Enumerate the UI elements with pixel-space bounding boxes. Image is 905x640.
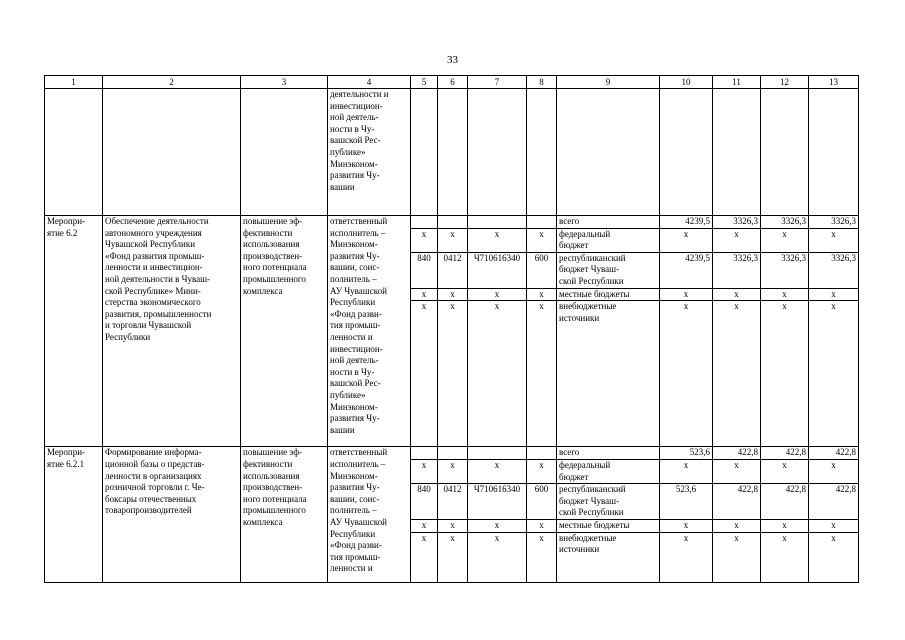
funding-source: всего: [557, 216, 660, 229]
value-cell: 4239,5: [660, 216, 713, 229]
code-vr: x: [527, 459, 557, 483]
code-rzpr: x: [438, 228, 468, 252]
header-cell: 5: [411, 76, 438, 89]
code-csr: Ч710616340: [468, 484, 527, 520]
code-vr: x: [527, 228, 557, 252]
value-cell: 422,8: [809, 447, 859, 460]
code-vr: x: [527, 288, 557, 301]
code-csr: x: [468, 228, 527, 252]
value-cell: 3326,3: [713, 216, 761, 229]
value-cell: x: [761, 228, 809, 252]
value-cell: x: [713, 288, 761, 301]
value-cell: x: [713, 459, 761, 483]
value-cell: x: [713, 520, 761, 533]
value-cell: x: [660, 459, 713, 483]
code-vr: x: [527, 301, 557, 447]
value-cell: x: [809, 532, 859, 582]
measure-number: Меропри- ятие 6.2.1: [45, 447, 103, 582]
code-rzpr: 0412: [438, 252, 468, 288]
value-cell: x: [660, 301, 713, 447]
code-csr: Ч710616340: [468, 252, 527, 288]
code-grbs: 840: [411, 252, 438, 288]
value-cell: 3326,3: [809, 252, 859, 288]
header-cell: 11: [713, 76, 761, 89]
value-cell: 3326,3: [761, 252, 809, 288]
code-rzpr: 0412: [438, 484, 468, 520]
code-grbs: x: [411, 459, 438, 483]
value-cell: 3326,3: [713, 252, 761, 288]
header-cell: 2: [103, 76, 241, 89]
measure-name: Формирование информа- ционной базы о представ- ленности в организациях розничной торговли г. Че- боксары отечественных товаропроизводителей: [103, 447, 241, 582]
value-cell: x: [713, 532, 761, 582]
funding-source: федеральный бюджет: [557, 228, 660, 252]
value-cell: x: [713, 228, 761, 252]
code-rzpr: x: [438, 301, 468, 447]
header-cell: 4: [328, 76, 411, 89]
continuation-row: [45, 89, 859, 216]
header-cell: 9: [557, 76, 660, 89]
code-grbs: [411, 447, 438, 460]
funding-source: федеральный бюджет: [557, 459, 660, 483]
code-rzpr: x: [438, 532, 468, 582]
value-cell: x: [809, 288, 859, 301]
code-grbs: 840: [411, 484, 438, 520]
header-cell: 10: [660, 76, 713, 89]
header-cell: 7: [468, 76, 527, 89]
code-rzpr: [438, 447, 468, 460]
measure-executor: ответственный исполнитель – Минэконом- развития Чу- вашии, соис- полнитель – АУ Чувашской Республики «Фонд разви- тия промыш- ленности и инвестицион- ной деятель- ности в Чу- вашской Рес- публике» Минэконом- развития Чу- вашии: [328, 216, 411, 447]
code-csr: x: [468, 288, 527, 301]
table-row: [45, 216, 859, 229]
header-cell: 13: [809, 76, 859, 89]
value-cell: x: [809, 301, 859, 447]
measure-name: Обеспечение деятельности автономного учреждения Чувашской Республики «Фонд развития промыш- ленности и инвестицион- ной деятельности в Чуваш- ской Республике» Мини- стерства экономического развития, промышленности и торговли Чувашской Республики: [103, 216, 241, 447]
value-cell: x: [761, 301, 809, 447]
executor-cell: деятельности и инвестицион- ной деятель- ности в Чу- вашской Рес- публике» Минэконом- развития Чу- вашии: [328, 89, 411, 216]
page-number: 33: [447, 54, 458, 66]
value-cell: 422,8: [713, 447, 761, 460]
value-cell: 422,8: [761, 484, 809, 520]
measure-executor: ответственный исполнитель – Минэконом- развития Чу- вашии, соис- полнитель – АУ Чувашской Республики «Фонд разви- тия промыш- ленности и: [328, 447, 411, 582]
code-vr: 600: [527, 484, 557, 520]
code-rzpr: x: [438, 520, 468, 533]
funding-source: всего: [557, 447, 660, 460]
column-number-row: [45, 76, 859, 89]
funding-source: внебюджетные источники: [557, 301, 660, 447]
code-grbs: x: [411, 532, 438, 582]
code-grbs: x: [411, 228, 438, 252]
code-grbs: [411, 216, 438, 229]
value-cell: x: [761, 532, 809, 582]
code-rzpr: [438, 216, 468, 229]
code-csr: [468, 447, 527, 460]
header-cell: 3: [241, 76, 328, 89]
value-cell: x: [809, 459, 859, 483]
value-cell: x: [660, 288, 713, 301]
code-csr: x: [468, 459, 527, 483]
value-cell: 523,6: [660, 447, 713, 460]
code-grbs: x: [411, 288, 438, 301]
code-rzpr: x: [438, 288, 468, 301]
header-cell: 1: [45, 76, 103, 89]
funding-source: внебюджетные источники: [557, 532, 660, 582]
funding-source: местные бюджеты: [557, 520, 660, 533]
code-vr: x: [527, 532, 557, 582]
program-table: [44, 75, 859, 583]
value-cell: 4239,5: [660, 252, 713, 288]
value-cell: 422,8: [713, 484, 761, 520]
measure-goal: повышение эф- фективности использования производствен- ного потенциала промышленного комплекса: [241, 447, 328, 582]
funding-source: республиканский бюджет Чуваш- ской Республики: [557, 252, 660, 288]
value-cell: x: [660, 520, 713, 533]
code-vr: [527, 216, 557, 229]
value-cell: 3326,3: [809, 216, 859, 229]
code-grbs: x: [411, 301, 438, 447]
value-cell: x: [809, 520, 859, 533]
funding-source: местные бюджеты: [557, 288, 660, 301]
measure-number: Меропри- ятие 6.2: [45, 216, 103, 447]
header-cell: 6: [438, 76, 468, 89]
value-cell: 422,8: [809, 484, 859, 520]
code-grbs: x: [411, 520, 438, 533]
code-csr: [468, 216, 527, 229]
measure-goal: повышение эф- фективности использования производствен- ного потенциала промышленного комплекса: [241, 216, 328, 447]
value-cell: 422,8: [761, 447, 809, 460]
header-cell: 12: [761, 76, 809, 89]
value-cell: 3326,3: [761, 216, 809, 229]
value-cell: 523,6: [660, 484, 713, 520]
funding-source: республиканский бюджет Чуваш- ской Республики: [557, 484, 660, 520]
code-rzpr: x: [438, 459, 468, 483]
value-cell: x: [761, 288, 809, 301]
table-row: [45, 447, 859, 460]
code-vr: [527, 447, 557, 460]
code-csr: x: [468, 520, 527, 533]
code-vr: x: [527, 520, 557, 533]
value-cell: x: [761, 459, 809, 483]
value-cell: x: [713, 301, 761, 447]
value-cell: x: [761, 520, 809, 533]
code-vr: 600: [527, 252, 557, 288]
code-csr: x: [468, 532, 527, 582]
code-csr: x: [468, 301, 527, 447]
header-cell: 8: [527, 76, 557, 89]
value-cell: x: [660, 228, 713, 252]
value-cell: x: [809, 228, 859, 252]
value-cell: x: [660, 532, 713, 582]
